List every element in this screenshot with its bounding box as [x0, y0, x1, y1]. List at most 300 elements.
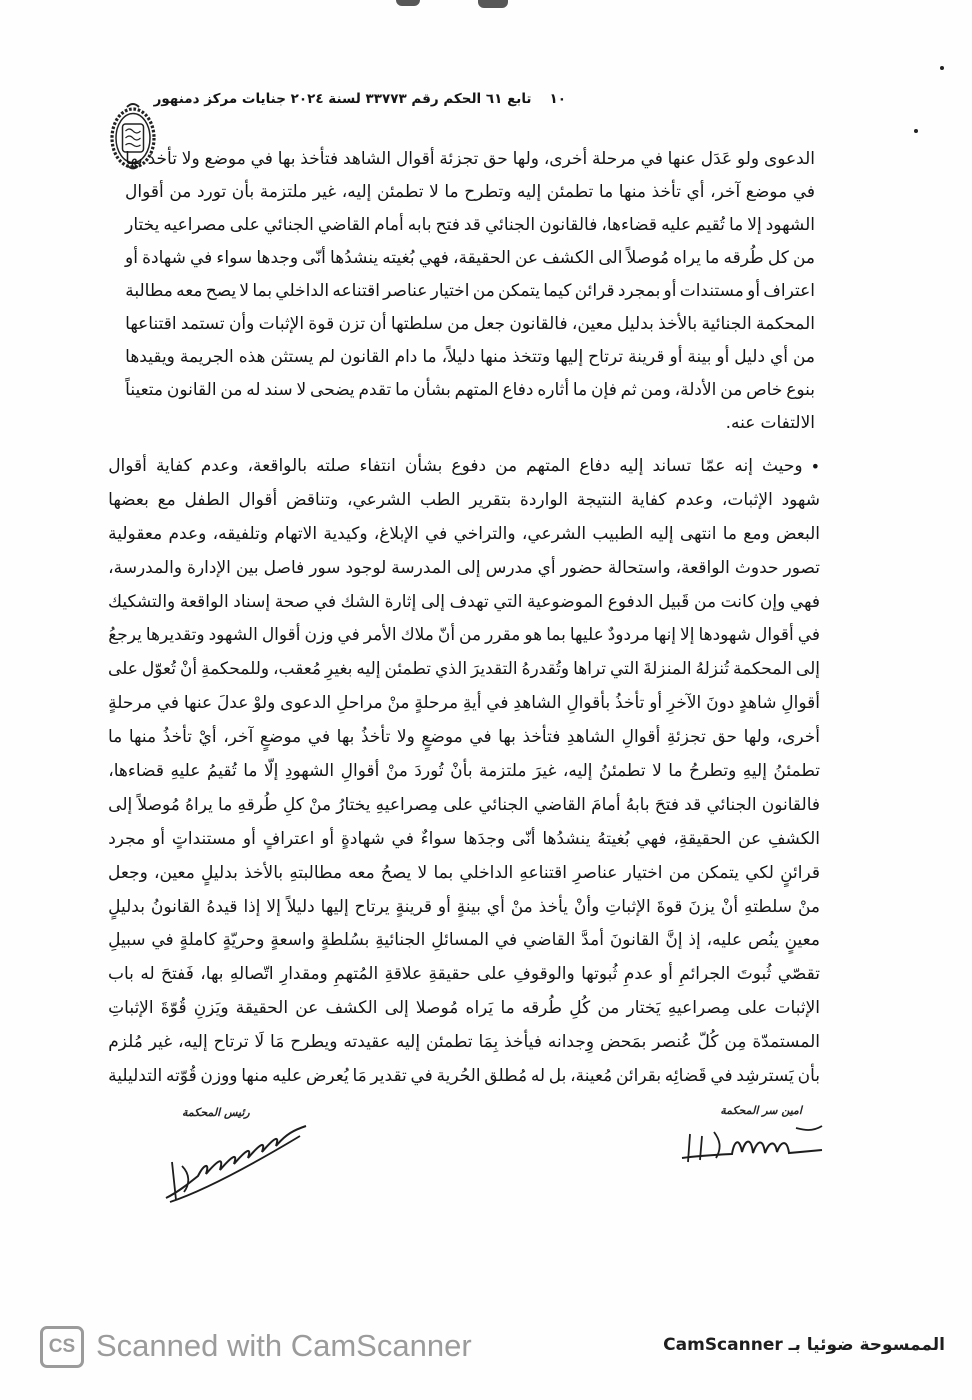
word: كاملةٍ [179, 930, 217, 951]
word: فالقانون [539, 215, 598, 235]
word: تُعوّل [141, 659, 176, 680]
word: إلى [420, 591, 446, 612]
word: ما [218, 794, 233, 815]
word: حق [483, 149, 508, 169]
body-line [125, 176, 815, 209]
word: دليل [734, 347, 766, 367]
word: إلى [108, 794, 133, 815]
word: سواءٌ [420, 828, 457, 849]
word: يتمكن [498, 281, 541, 301]
word: فاصل [263, 557, 305, 578]
body-line [108, 484, 820, 518]
word: من [220, 380, 243, 400]
word: مقرر [485, 625, 521, 646]
word: على [108, 659, 138, 680]
word: بنوع [786, 380, 815, 400]
word: بل [548, 1066, 567, 1087]
word: ثم [620, 380, 637, 400]
word: بالواقعة، [247, 456, 308, 476]
word: بسُلطةٍ [320, 930, 370, 951]
word: على [476, 964, 507, 985]
body-line [108, 619, 820, 653]
word: أي [769, 347, 789, 367]
word: إلا [747, 215, 762, 235]
word: ومقدارِ [280, 964, 328, 985]
word: فإن [591, 380, 617, 400]
word: المتهم [454, 380, 499, 400]
word: بِمَا [478, 1032, 499, 1053]
word: وتقديرها [145, 625, 205, 646]
word: موضعٍ [259, 727, 302, 748]
word: طُرقهِ [237, 794, 278, 815]
word: المنزلةَ [643, 659, 692, 680]
word: يرتاح [354, 896, 390, 917]
word: كانت [720, 591, 756, 612]
word: قرائن [574, 281, 615, 301]
word: تطمئن [425, 1032, 473, 1053]
body-line [108, 958, 820, 992]
court-president-label: رئيس المحكمة [182, 1106, 250, 1119]
word: بتقرير [469, 489, 512, 510]
body-line [108, 1060, 820, 1094]
word: المحكمة [755, 314, 815, 334]
body-line [108, 450, 803, 484]
word: تقدير [370, 1066, 407, 1087]
word: له [530, 1066, 546, 1087]
word: هو [524, 625, 543, 646]
word: مرحلةٍ [108, 693, 152, 714]
word: قيدهُ [206, 896, 238, 917]
word: ما [728, 215, 744, 235]
word: مع [157, 489, 176, 510]
word: في [151, 930, 174, 951]
word: فالقانون [761, 794, 820, 815]
word: اقتناعهِ [519, 862, 567, 883]
word: دفاع [579, 456, 611, 476]
word: منها [480, 347, 508, 367]
word: بما [252, 281, 273, 301]
word: وأن [228, 314, 255, 334]
word: كلِ [282, 794, 304, 815]
word: ملتزمة [479, 761, 527, 782]
word: منها [618, 182, 647, 202]
word: تأخذُ [615, 693, 645, 714]
word: الدفوع [607, 591, 654, 612]
word: إليه، [341, 182, 372, 202]
word: الشهودِ [284, 761, 335, 782]
word: شهودها [698, 625, 752, 646]
word: أو [242, 828, 256, 849]
word: مُعينة، [570, 1066, 613, 1087]
word: بأن [797, 1066, 820, 1087]
word: إليه [649, 523, 674, 544]
word: الحقيقة [235, 998, 289, 1019]
word: المسائلِ [431, 930, 489, 951]
word: أو [663, 281, 677, 301]
word: عنه. [725, 413, 756, 433]
word: في [189, 248, 213, 268]
word: تورد [196, 182, 227, 202]
word: وتطرحُ [689, 761, 737, 782]
word: الجنائية [701, 314, 752, 334]
body-line [108, 721, 820, 755]
word: عقيدته [343, 1032, 391, 1053]
word: من [597, 998, 620, 1019]
word: ومن [640, 380, 671, 400]
word: بينة [687, 347, 712, 367]
body-line [108, 552, 820, 586]
word: عليهِ [170, 761, 201, 782]
body-line [108, 924, 820, 958]
word: وحيث [762, 456, 803, 476]
word: إلا [266, 896, 281, 917]
word: تراها [573, 659, 607, 680]
court-secretary-signature [676, 1112, 826, 1172]
word: والتشكيك [108, 591, 176, 612]
word: الكشف [542, 248, 595, 268]
word: اعترافٍ [262, 828, 315, 849]
body-line [125, 308, 815, 341]
word: بابه [407, 215, 432, 235]
word: أو [747, 281, 761, 301]
word: التي [493, 591, 523, 612]
word: مرحلة [592, 149, 636, 169]
word: تُوردَ [414, 761, 444, 782]
word: مصراعيه [163, 215, 226, 235]
body-line [108, 891, 820, 925]
body-line [125, 143, 815, 176]
word: ولها [512, 149, 540, 169]
word: القانون [339, 347, 390, 367]
word: شهود [781, 489, 820, 510]
word: يختارُ [336, 794, 371, 815]
word: مِصراعيهِ [667, 998, 731, 1019]
word: الشك [340, 591, 381, 612]
word: وللمحكمةِ [200, 659, 270, 680]
word: منْ [510, 896, 533, 917]
word: بدليلٍ [108, 896, 145, 917]
word: ما [668, 761, 683, 782]
word: الشهود [208, 625, 258, 646]
word: مُعقب، [273, 659, 322, 680]
word: منْ [387, 693, 410, 714]
word: من [694, 591, 717, 612]
word: قوة [308, 314, 335, 334]
word: وتناقض [286, 489, 339, 510]
word: إليها [320, 896, 349, 917]
word: الشاهدِ [566, 727, 616, 748]
word: إليهِ [742, 761, 767, 782]
word: مِصراعيهِ [375, 794, 438, 815]
word: أيةِ [462, 693, 482, 714]
word: أقوال [261, 625, 301, 646]
word: ما [722, 523, 738, 544]
word: عليه، [706, 930, 743, 951]
word: تستمد [180, 314, 225, 334]
word: مجرد [108, 828, 146, 849]
word: تطمئن [376, 182, 424, 202]
word: تُقيم [695, 215, 725, 235]
paragraph-1 [125, 143, 815, 440]
word: يصحُ [380, 862, 412, 883]
word: على [443, 794, 474, 815]
word: أي [537, 557, 556, 578]
word: علاقةِ [384, 964, 423, 985]
word: ما [422, 347, 437, 367]
word: عليه [661, 215, 692, 235]
word: منْ [797, 896, 820, 917]
word: وتتخذ [512, 347, 551, 367]
word: القاضي [317, 215, 371, 235]
word: أمدَّ [581, 930, 604, 951]
word: بشأن [404, 456, 443, 476]
body-line-last [125, 407, 815, 440]
word: يزنَ [688, 896, 715, 917]
word: الجنائي [706, 794, 757, 815]
word: أو [437, 896, 451, 917]
word: مَا [270, 1032, 285, 1053]
word: غير [312, 182, 337, 202]
word: الجنائي [263, 215, 314, 235]
word: الجنائيةِ [375, 930, 426, 951]
word: التي [609, 659, 640, 680]
word: بمجرد [617, 281, 661, 301]
body-line [108, 653, 820, 687]
page-number: ١٠ [549, 91, 566, 107]
word: على [737, 998, 768, 1019]
word: سلطتها [390, 314, 443, 334]
word: ويطرح [290, 1032, 338, 1053]
word: قرائنٍ [780, 862, 820, 883]
word: من [720, 380, 743, 400]
word: ما [500, 998, 515, 1019]
word: بها [125, 149, 143, 169]
word: بابهُ [625, 794, 650, 815]
word: القانون [166, 380, 217, 400]
word: قُوّةَ [160, 998, 187, 1019]
word: أو [125, 248, 138, 268]
word: يُعرض [305, 1066, 349, 1087]
word: إثارة [384, 591, 417, 612]
word: وزن [304, 625, 334, 646]
word: القانونُ [150, 896, 201, 917]
word: بها، [200, 964, 224, 985]
word: منْ [385, 761, 408, 782]
word: عنها [183, 693, 213, 714]
word: مرحلةٍ [414, 693, 459, 714]
word: في [337, 625, 360, 646]
word: الموضوعية [527, 591, 604, 612]
word: فتأخذ [300, 149, 339, 169]
word: عُنصر [652, 1032, 692, 1053]
word: الواقعة، [675, 557, 730, 578]
word: عن [295, 998, 319, 1019]
word: موضع [745, 182, 788, 202]
word: أنْ [720, 896, 739, 917]
signature-stroke [682, 1142, 822, 1158]
word: طُرقه [521, 998, 563, 1019]
word: الداخلي [459, 862, 514, 883]
word: حقيقةِ [428, 964, 471, 985]
word: ينشدُها [542, 828, 591, 849]
word: سلطتهِ [743, 896, 793, 917]
word: أو [659, 964, 673, 985]
word: سبيلِ [108, 930, 146, 951]
word: وأنْ [573, 896, 600, 917]
word: مَا [352, 1066, 367, 1087]
word: قَضائِه [664, 1066, 707, 1087]
word: الواقعة [179, 591, 229, 612]
word: لا [417, 862, 428, 883]
word: يَراه [465, 998, 494, 1019]
word: المُتهمِ [334, 964, 379, 985]
word: في [156, 693, 180, 714]
word: صحة [274, 591, 310, 612]
word: بها [336, 727, 355, 748]
word: لا [239, 281, 250, 301]
word: أي [486, 896, 505, 917]
word: اقتناعه [332, 281, 380, 301]
word: والمدرسة، [108, 557, 183, 578]
word: باب [108, 964, 134, 985]
word: التقديرَ [470, 659, 518, 680]
body-line [108, 992, 820, 1026]
word: دفوع [451, 456, 487, 476]
word: دليلاً [286, 896, 315, 917]
word: تأخذ [651, 182, 681, 202]
body-line [108, 586, 820, 620]
word: التدليلية [108, 1066, 163, 1087]
body-line [108, 687, 820, 721]
word: وتلفيقه، [212, 523, 269, 544]
word: إليه [619, 456, 644, 476]
word: في [313, 591, 337, 612]
word: القانونَ [609, 930, 660, 951]
word: له [140, 964, 155, 985]
word: أمامَ [591, 794, 621, 815]
word: ثُبوتَ [736, 964, 772, 985]
body-line [108, 857, 820, 891]
word: ويقيدها [125, 347, 175, 367]
word: غيرَ [533, 761, 557, 782]
paragraph-2 [108, 450, 820, 1094]
word: موضعٍ [421, 727, 463, 748]
word: عن [738, 828, 762, 849]
word: من [792, 347, 815, 367]
word: قوةَ [656, 896, 683, 917]
word: بقرائن [615, 1066, 662, 1087]
word: مُلزم [108, 1032, 143, 1053]
word: تأخذ [147, 149, 177, 169]
word: غير [148, 1032, 173, 1053]
word: الشاهد [342, 149, 392, 169]
word: الجرائمِ [679, 964, 731, 985]
word: خاص [746, 380, 783, 400]
word: ترتاح [588, 347, 624, 367]
word: الاتهام [274, 523, 318, 544]
body-line [108, 518, 820, 552]
word: الداخلي [275, 281, 330, 301]
word: تُنزلهُ [695, 659, 730, 680]
word: عدمِ [623, 964, 654, 985]
word: عليها [569, 625, 604, 646]
word: بين [235, 557, 259, 578]
word: حدوث [734, 557, 779, 578]
word: عمّا [700, 456, 726, 476]
word: أنّى [511, 828, 536, 849]
word: الجنائي [478, 794, 529, 815]
word: انتهى [679, 523, 717, 544]
word: مستنداتٍ [171, 828, 237, 849]
word: وتُقدرهُ [521, 659, 570, 680]
word: في [250, 149, 273, 169]
word: بالأخذ [244, 862, 284, 883]
word: أو [716, 347, 730, 367]
word: إنَّ [665, 930, 683, 951]
word: قضاءها، [601, 215, 658, 235]
word: موضع [204, 149, 246, 169]
word: الكشف [325, 998, 378, 1019]
word: مُوصلاً [626, 248, 670, 268]
word: تجزئة [439, 149, 479, 169]
word: اقتناعها [125, 314, 177, 334]
word: كل [767, 248, 789, 268]
word: من [459, 625, 482, 646]
word: يختار [125, 215, 160, 235]
word: آخر، [223, 727, 254, 748]
word: واستحالة [607, 557, 671, 578]
word: أقوال [125, 182, 164, 202]
word: المحكمة [732, 659, 793, 680]
word: الكشفِ [767, 828, 820, 849]
word: شهادةٍ [340, 828, 385, 849]
word: بدليل [617, 314, 654, 334]
word: أثاره [537, 380, 570, 400]
word: في [391, 828, 414, 849]
word: قد [684, 794, 702, 815]
signature-stroke [170, 1136, 300, 1202]
word: بُغيتهُ [597, 828, 630, 849]
body-line [125, 275, 815, 308]
word: في [494, 930, 518, 951]
court-president-signature [160, 1122, 310, 1204]
word: مِن [724, 1032, 747, 1053]
word: وجعل [108, 862, 148, 883]
word: القاضي [523, 930, 576, 951]
word: معين، [153, 862, 195, 883]
word: أقوالِ [781, 693, 820, 714]
word: في [486, 693, 509, 714]
word: إنها [653, 625, 677, 646]
word: الجنائي [484, 215, 536, 235]
word: والوقوفِ [513, 964, 575, 985]
word: يستثن [270, 347, 314, 367]
word: أقوال [755, 625, 794, 646]
body-line [108, 823, 820, 857]
word: تأخذُ [360, 727, 391, 748]
body-line [108, 789, 820, 823]
word: لكي [745, 862, 774, 883]
word: أو [649, 693, 663, 714]
word: ولوْ [253, 693, 276, 714]
word: هذه [238, 347, 266, 367]
word: حضور [560, 557, 603, 578]
word: الإثبات، [721, 489, 773, 510]
word: مطالبة [125, 281, 173, 301]
word: سند [264, 380, 293, 400]
word: منها [241, 1066, 269, 1087]
word: من [792, 248, 815, 268]
